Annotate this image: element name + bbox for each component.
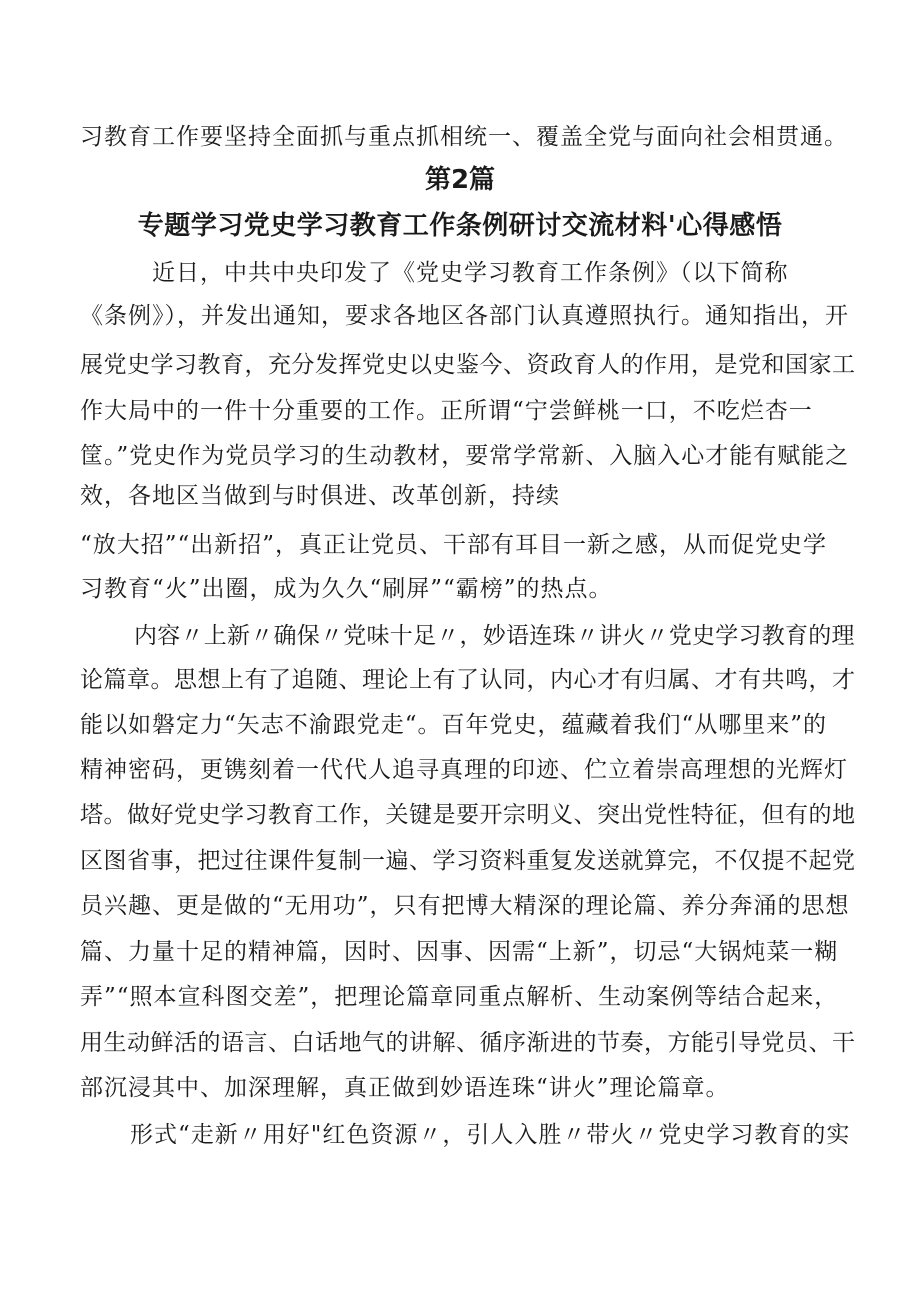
body-line: 论篇章。思想上有了追随、理论上有了认同，内心才有归属、才有共鸣，才 [80, 667, 856, 693]
opening-line: 习教育工作要坚持全面抓与重点抓相统一、覆盖全党与面向社会相贯通。 [80, 124, 848, 150]
section-number: 第2篇 [424, 165, 496, 195]
body-line: 篇、力量十足的精神篇，因时、因事、因需“上新”，切忌“大锅炖菜一糊 [80, 939, 839, 965]
body-line: 能以如磐定力“矢志不渝跟党走“。百年党史，蕴藏着我们“从哪里来”的 [80, 712, 828, 738]
body-line: 效，各地区当做到与时俱进、改革创新，持续 [80, 483, 560, 509]
body-line: 《条例》），并发出通知，要求各地区各部门认真遵照执行。通知指出，开 [80, 303, 849, 329]
body-line: 塔。做好党史学习教育工作，关键是要开宗明义、突出党性特征，但有的地 [80, 802, 856, 828]
section-title: 专题学习党史学习教育工作条例研讨交流材料'心得感悟 [137, 211, 783, 241]
body-line: 区图省事，把过往课件复制一遍、学习资料重复发送就算完，不仅提不起党 [80, 848, 856, 874]
body-line: 展党史学习教育，充分发挥党史以史鉴今、资政育人的作用，是党和国家工 [80, 352, 856, 378]
body-line: “放大招”“出新招”，真正让党员、干部有耳目一新之感，从而促党史学 [80, 532, 828, 558]
body-line: 形式“走新〃用好"红色资源〃，引人入胜〃带火〃党史学习教育的实 [130, 1122, 851, 1148]
body-line: 用生动鲜活的语言、白话地气的讲解、循序渐进的节奏，方能引导党员、干 [80, 1030, 856, 1056]
body-line: 内容〃上新〃确保〃党味十足〃，妙语连珠〃讲火〃党史学习教育的理 [134, 623, 855, 649]
body-line: 筐。”党史作为党员学习的生动教材，要常学常新、入脑入心才能有赋能之 [80, 443, 850, 469]
body-line: 近日，中共中央印发了《党史学习教育工作条例》（以下简称 [152, 260, 789, 286]
body-line: 部沉浸其中、加深理解，真正做到妙语连珠“讲火”理论篇章。 [80, 1075, 730, 1101]
body-line: 作大局中的一件十分重要的工作。正所谓“宁尝鲜桃一口，不吃烂杏一 [80, 398, 813, 424]
body-line: 精神密码，更镌刻着一代代人追寻真理的印迹、伫立着崇高理想的光辉灯 [80, 757, 848, 783]
body-line: 员兴趣、更是做的“无用功”，只有把博大精深的理论篇、养分奔涌的思想 [80, 893, 850, 919]
body-line: 弄”“照本宣科图交差”，把理论篇章同重点解析、生动案例等结合起来， [80, 984, 839, 1010]
body-line: 习教育“火”出圈，成为久久“刷屏”“霸榜”的热点。 [80, 576, 613, 602]
